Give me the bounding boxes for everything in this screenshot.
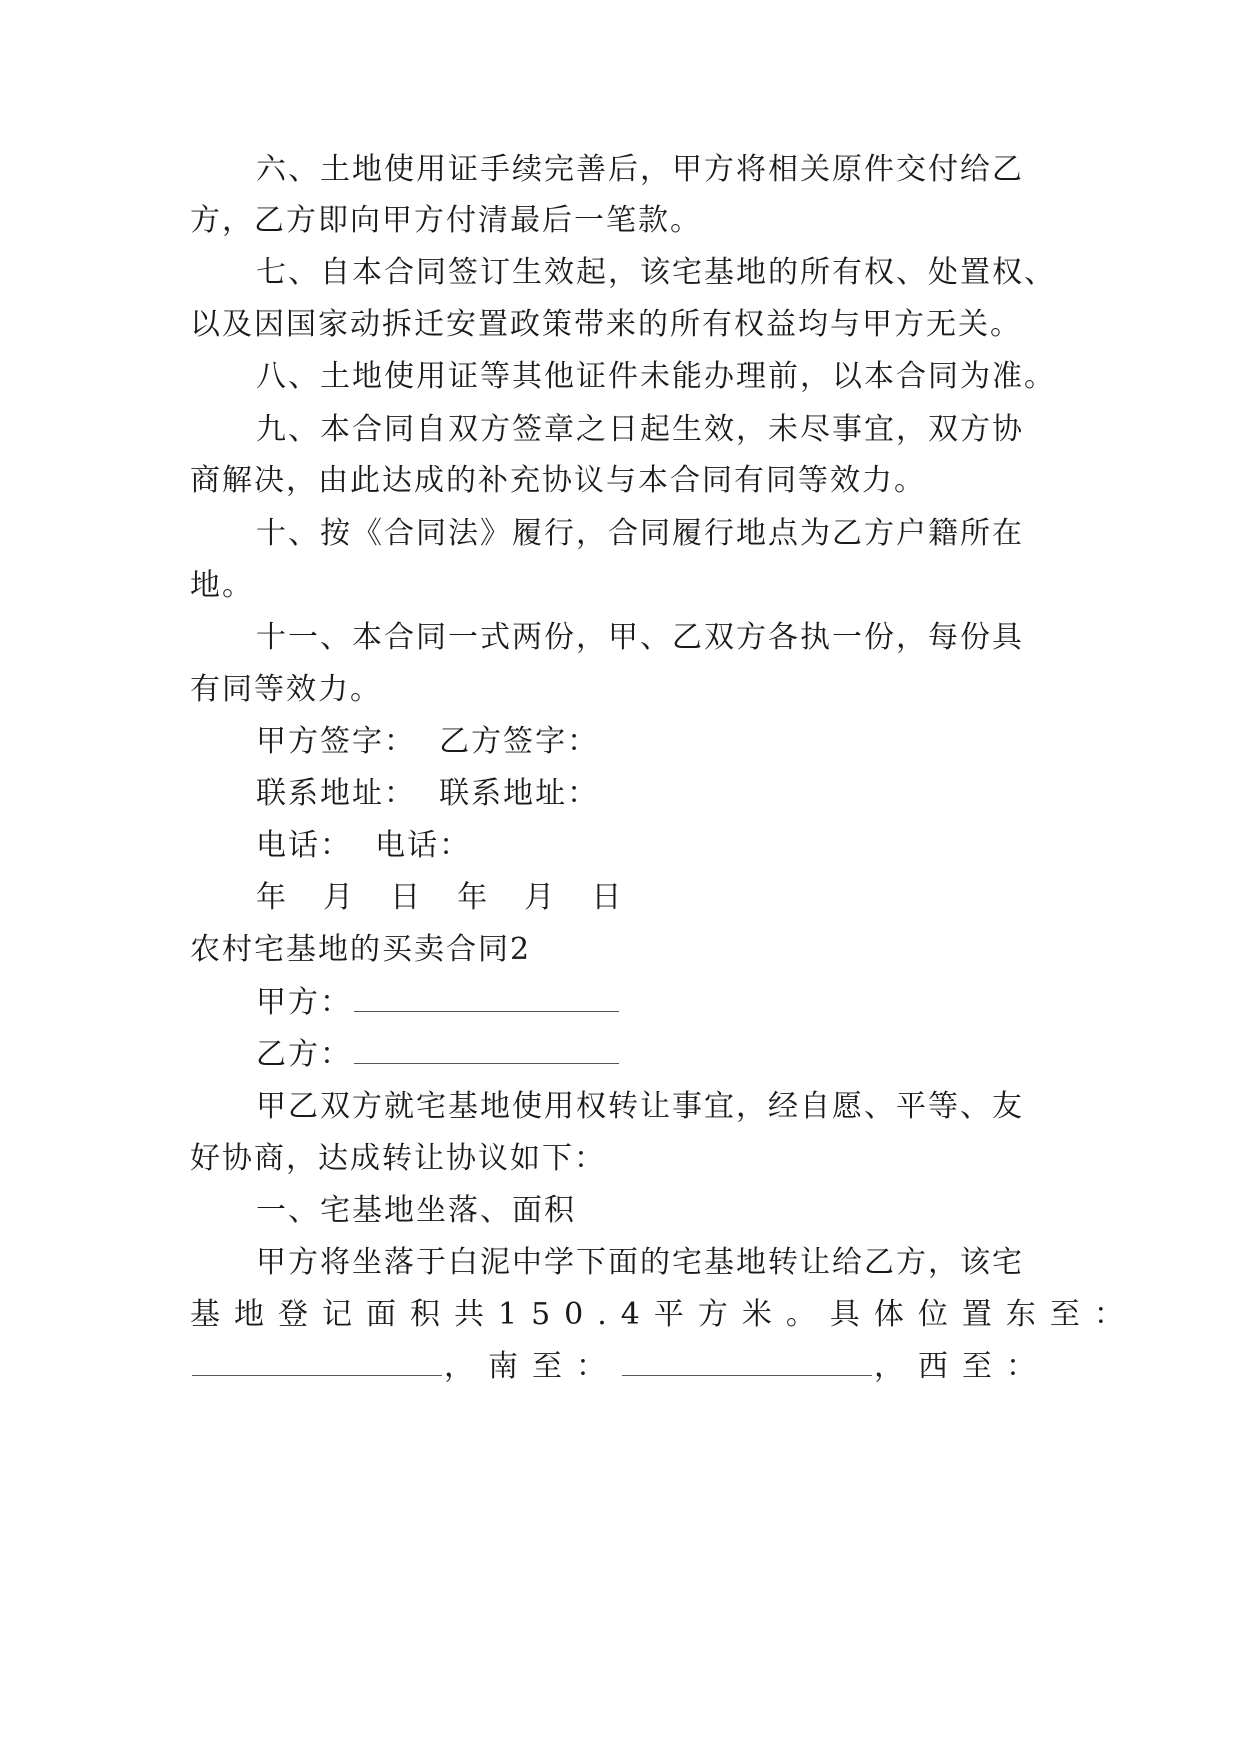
- clause-9-line-2: 商解决，由此达成的补充协议与本合同有同等效力。: [190, 463, 926, 498]
- clause-6-line-2: 方，乙方即向甲方付清最后一笔款。: [190, 203, 702, 238]
- clause-7-line-1: 七、自本合同签订生效起，该宅基地的所有权、处置权、: [256, 255, 1056, 290]
- section-1-heading: 一、宅基地坐落、面积: [256, 1193, 576, 1228]
- party-a-label: 甲方：: [256, 985, 352, 1020]
- party-a-blank: [354, 985, 619, 1012]
- clause-8-line-1: 八、土地使用证等其他证件未能办理前，以本合同为准。: [256, 359, 1056, 394]
- intro-line-1: 甲乙双方就宅基地使用权转让事宜，经自愿、平等、友: [256, 1089, 1024, 1124]
- clause-7-line-2: 以及因国家动拆迁安置政策带来的所有权益均与甲方无关。: [190, 307, 1022, 342]
- contract-2-title: 农村宅基地的买卖合同2: [190, 932, 532, 967]
- date-line: 年 月 日 年 月 日: [256, 880, 628, 915]
- south-boundary-blank: [622, 1349, 872, 1376]
- signature-line: 甲方签字： 乙方签字：: [256, 724, 600, 759]
- clause-6-line-1: 六、土地使用证手续完善后，甲方将相关原件交付给乙: [256, 152, 1024, 187]
- section-1-line-3: [190, 1347, 1050, 1387]
- east-boundary-blank: [192, 1349, 442, 1376]
- clause-10-line-2: 地。: [190, 568, 254, 603]
- party-b-blank: [354, 1037, 619, 1064]
- clause-9-line-1: 九、本合同自双方签章之日起生效，未尽事宜，双方协: [256, 412, 1024, 447]
- clause-10-line-1: 十、按《合同法》履行，合同履行地点为乙方户籍所在: [256, 516, 1024, 551]
- intro-line-2: 好协商，达成转让协议如下：: [190, 1141, 606, 1176]
- section-1-line-1: 甲方将坐落于白泥中学下面的宅基地转让给乙方，该宅: [256, 1245, 1024, 1280]
- party-b-row: [256, 1035, 1056, 1075]
- address-line: 联系地址： 联系地址：: [256, 776, 600, 811]
- clause-11-line-2: 有同等效力。: [190, 672, 382, 707]
- party-b-label: 乙方：: [256, 1037, 352, 1072]
- phone-line: 电话： 电话：: [256, 828, 472, 863]
- west-label: ，西至：: [874, 1349, 1050, 1384]
- south-label: ，南至：: [444, 1349, 620, 1384]
- clause-11-line-1: 十一、本合同一式两份，甲、乙双方各执一份，每份具: [256, 620, 1024, 655]
- section-1-line-2: 基地登记面积共150.4平方米。具体位置东至：: [190, 1297, 1138, 1332]
- party-a-row: [256, 983, 1056, 1023]
